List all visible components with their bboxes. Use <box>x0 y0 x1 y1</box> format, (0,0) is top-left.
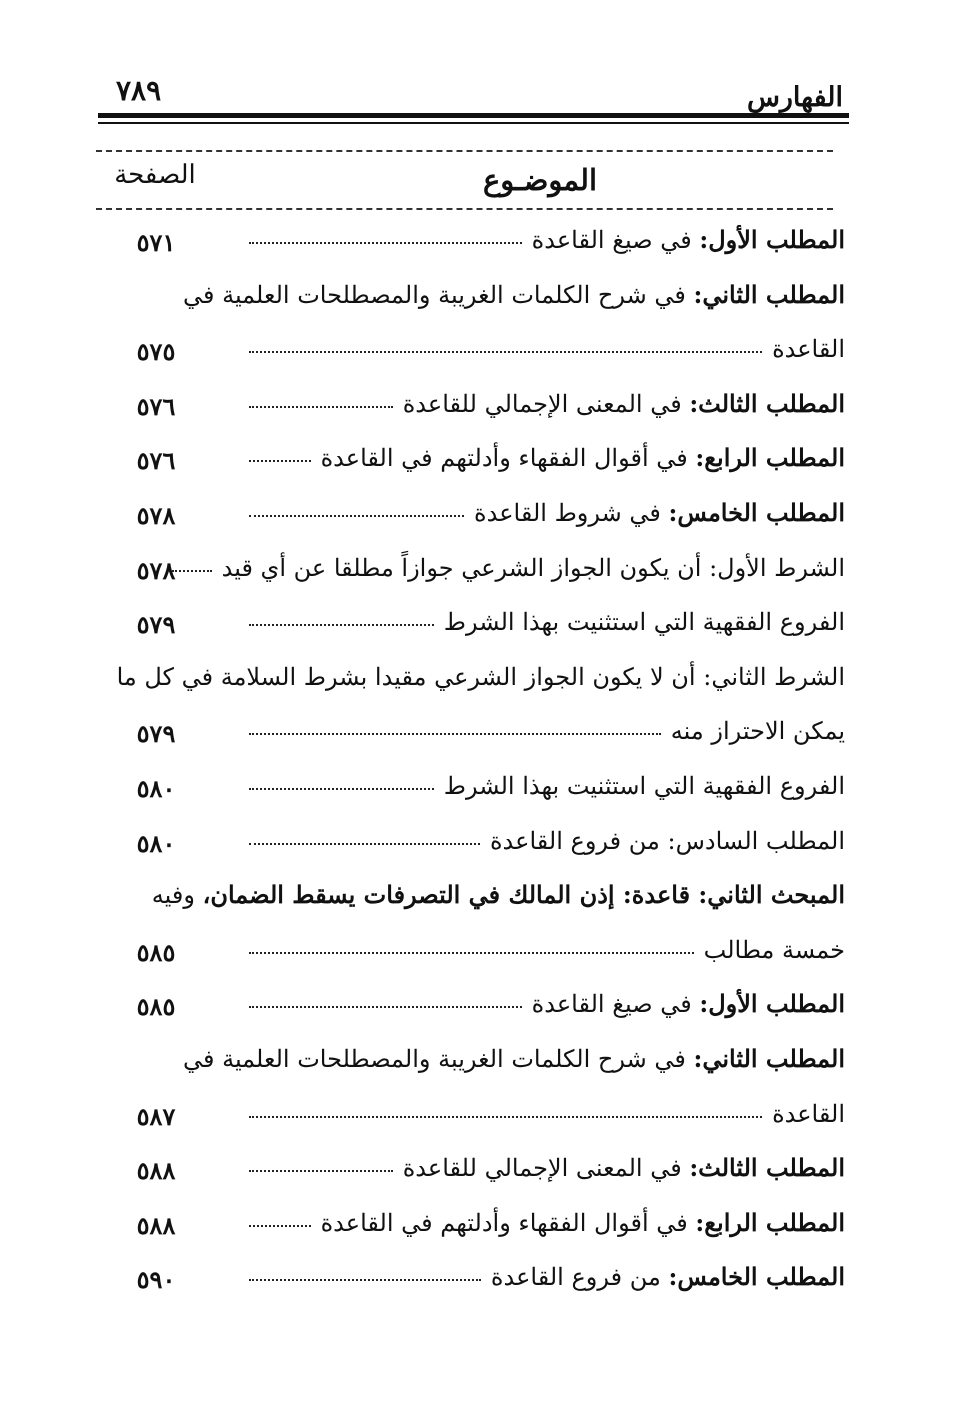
toc-page-number: ٥٩٠ <box>136 1265 176 1294</box>
page-number: ٧٨٩ <box>116 74 162 107</box>
toc-entry-title: من فروع القاعدة <box>490 1263 669 1291</box>
toc-entry-heading: المطلب الخامس: <box>668 1262 845 1291</box>
column-header-topic: الموضـوع <box>482 163 598 197</box>
toc-entry-title: في المعنى الإجمالي للقاعدة <box>402 390 690 418</box>
toc-entry-text <box>444 772 845 800</box>
toc-entry <box>225 1152 845 1192</box>
table-header-bottom-divider <box>96 208 833 210</box>
toc-entry-title: القاعدة <box>772 334 845 363</box>
toc-entry-text <box>474 498 845 527</box>
toc-entry-title: المطلب السادس: من فروع القاعدة <box>489 826 845 855</box>
toc-entry-text <box>321 1208 845 1237</box>
dot-leader <box>249 1110 762 1118</box>
header-rule-thick <box>98 113 849 118</box>
toc-page-number: ٥٧٩ <box>136 719 176 748</box>
dot-leader <box>249 400 393 408</box>
table-header-top-divider <box>96 150 833 152</box>
toc-page-number: ٥٧٦ <box>136 446 176 475</box>
toc-entry <box>225 1207 845 1247</box>
toc-entry-title: خمسة مطالب <box>703 935 845 964</box>
toc-entry-heading: المطلب الخامس: <box>668 498 845 527</box>
toc-entry-text <box>532 225 845 254</box>
dot-leader <box>249 509 464 517</box>
toc-entry-title: في المعنى الإجمالي للقاعدة <box>402 1154 690 1182</box>
toc-entry-heading: المطلب الثاني: <box>693 280 845 309</box>
toc-entry <box>225 497 845 537</box>
toc-entry-heading: المطلب الأول: <box>699 989 845 1018</box>
toc-page-number: ٥٧٨ <box>136 556 176 585</box>
toc-entry <box>221 552 845 592</box>
header-rule-thin <box>98 122 849 124</box>
running-header-title: الفهارس <box>746 82 843 113</box>
toc-entry <box>225 988 845 1028</box>
toc-page-number: ٥٨٨ <box>136 1211 176 1240</box>
toc-entry-text <box>490 827 845 855</box>
toc-entry-title: الشرط الأول: أن يكون الجواز الشرعي جوازاً مطلقا عن أي قيد <box>221 553 845 582</box>
toc-entry-text <box>491 1262 845 1291</box>
toc-page-number: ٥٨٠ <box>136 829 176 858</box>
toc-page-number: ٥٨٧ <box>136 1102 176 1131</box>
toc-entry <box>225 1098 845 1138</box>
dot-leader <box>249 1164 393 1172</box>
toc-entry <box>225 333 845 373</box>
column-header-page: الصفحة <box>114 160 196 190</box>
toc-entry-heading: المطلب الثاني: <box>693 1044 845 1073</box>
toc-entry-heading: المطلب الثالث: <box>689 389 845 418</box>
toc-entry-text <box>772 335 845 363</box>
toc-page-number: ٥٨٥ <box>136 992 176 1021</box>
toc-entry <box>225 388 845 428</box>
toc-entry-title: في شرح الكلمات الغريبة والمصطلحات العلمية في <box>182 1045 694 1073</box>
toc-entry-text <box>321 443 845 472</box>
toc-page-number: ٥٧٥ <box>136 337 176 366</box>
toc-entry <box>225 224 845 264</box>
toc-entry-title: في أقوال الفقهاء وأدلتهم في القاعدة <box>320 1209 696 1237</box>
dot-leader <box>249 782 434 790</box>
dot-leader <box>249 236 522 244</box>
toc-entry-text <box>772 1100 845 1128</box>
toc-entry-text <box>117 663 845 691</box>
toc-page-number: ٥٧٦ <box>136 392 176 421</box>
toc-entry-title: يمكن الاحتراز منه <box>670 716 845 745</box>
toc-entry-title: في شرح الكلمات الغريبة والمصطلحات العلمية في <box>182 281 694 309</box>
dot-leader <box>249 345 762 353</box>
toc-entry <box>182 279 845 319</box>
toc-entry-title: الشرط الثاني: أن لا يكون الجواز الشرعي مقيدا بشرط السلامة في كل ما <box>116 662 845 691</box>
toc-entry-text <box>403 1153 845 1182</box>
toc-entry <box>225 825 845 865</box>
toc-entry-text <box>183 1044 845 1073</box>
dot-leader <box>249 618 434 626</box>
toc-page-number: ٥٧٨ <box>136 501 176 530</box>
toc-entry-title: في شروط القاعدة <box>474 499 669 527</box>
toc-entry-title: في صيغ القاعدة <box>531 226 700 254</box>
toc-page-number: ٥٧٩ <box>136 610 176 639</box>
toc-entry-text <box>444 608 845 636</box>
dot-leader <box>249 1273 481 1281</box>
toc-entry-heading: المبحث الثاني: قاعدة: إذن المالك في التصرفات يسقط الضمان، <box>202 880 845 909</box>
toc-entry-title: في أقوال الفقهاء وأدلتهم في القاعدة <box>320 444 696 472</box>
toc-entry-text <box>183 280 845 309</box>
toc-entry-title: وفيه <box>151 881 203 909</box>
toc-entry-text <box>671 717 845 745</box>
toc-entry <box>225 715 845 755</box>
dot-leader <box>172 564 212 572</box>
dot-leader <box>249 837 480 845</box>
dot-leader <box>249 946 694 954</box>
toc-entry-text <box>152 880 845 909</box>
toc-page-number: ٥٨٠ <box>136 774 176 803</box>
dot-leader <box>249 454 311 462</box>
toc-entry-title: الفروع الفقهية التي استثنيت بهذا الشرط <box>443 771 845 800</box>
toc-entry <box>151 879 845 919</box>
toc-entry-title: في صيغ القاعدة <box>531 990 700 1018</box>
toc-entry <box>225 934 845 974</box>
toc-entry-heading: المطلب الرابع: <box>695 443 845 472</box>
toc-page-number: ٥٨٥ <box>136 938 176 967</box>
toc-entry-heading: المطلب الثالث: <box>689 1153 845 1182</box>
toc-entry-heading: المطلب الرابع: <box>695 1208 845 1237</box>
toc-entry <box>116 661 845 701</box>
toc-entry-title: القاعدة <box>772 1099 845 1128</box>
dot-leader <box>249 727 661 735</box>
toc-entry <box>225 606 845 646</box>
toc-entry <box>225 770 845 810</box>
toc-page-number: ٥٧١ <box>136 228 176 257</box>
dot-leader <box>249 1219 311 1227</box>
toc-entry-text <box>403 389 845 418</box>
toc-entry-heading: المطلب الأول: <box>699 225 845 254</box>
toc-entry-text <box>222 554 845 582</box>
toc-entry-text <box>704 936 845 964</box>
toc-page-number: ٥٨٨ <box>136 1156 176 1185</box>
toc-entry <box>225 1261 845 1301</box>
toc-entry-text <box>532 989 845 1018</box>
toc-entry-title: الفروع الفقهية التي استثنيت بهذا الشرط <box>443 607 845 636</box>
toc-entry <box>225 442 845 482</box>
toc-entry <box>182 1043 845 1083</box>
dot-leader <box>249 1000 522 1008</box>
